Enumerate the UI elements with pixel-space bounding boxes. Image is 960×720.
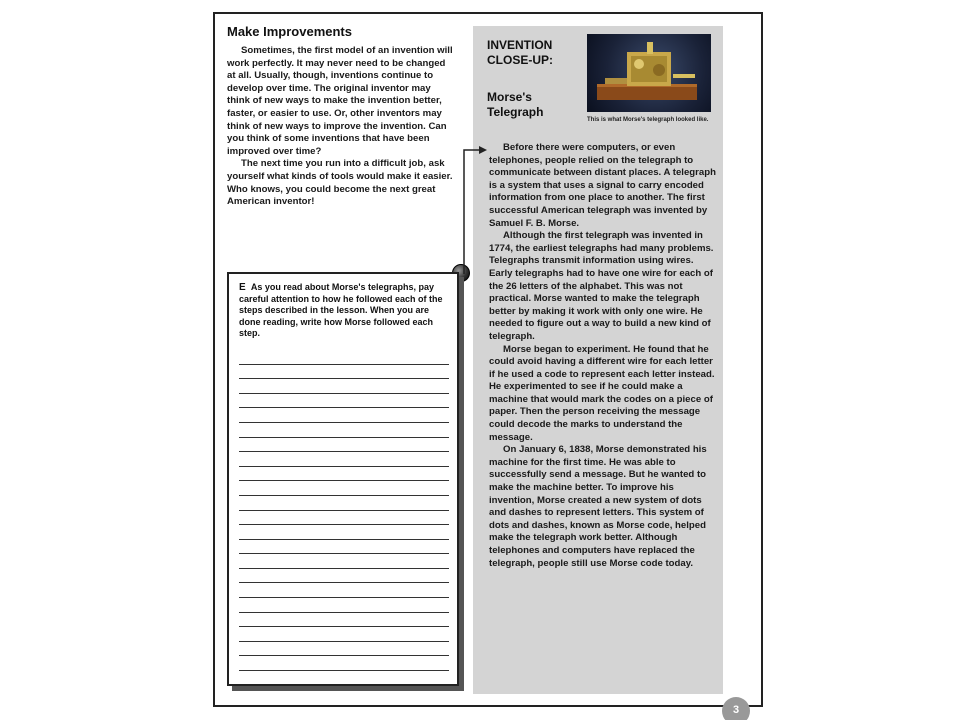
answer-line[interactable] (239, 496, 449, 511)
answer-line[interactable] (239, 598, 449, 613)
answer-line[interactable] (239, 452, 449, 467)
page-number-badge (721, 696, 751, 720)
answer-line[interactable] (239, 394, 449, 409)
answer-line[interactable] (239, 350, 449, 365)
answer-line[interactable] (239, 642, 449, 657)
make-improvements-section (227, 24, 455, 209)
answer-lines[interactable] (239, 350, 449, 671)
answer-line[interactable] (239, 379, 449, 394)
sidebar-title: INVENTION CLOSE-UP: (487, 38, 553, 67)
answer-line[interactable] (239, 583, 449, 598)
sidebar-subtitle: Morse's Telegraph (487, 90, 544, 119)
answer-line[interactable] (239, 438, 449, 453)
answer-line[interactable] (239, 627, 449, 642)
answer-line[interactable] (239, 554, 449, 569)
answer-line[interactable] (239, 423, 449, 438)
answer-line[interactable] (239, 467, 449, 482)
section-body (227, 45, 455, 209)
answer-line[interactable] (239, 365, 449, 380)
paragraph: Morse began to experiment. He found that he could avoid having a different wire for each letter if he used a code to represent each letter instead. He experimented to see if he could make a machine that would mark the codes on a piece of paper. Then the person receiving the message could decode the marks to understand the message. (489, 343, 715, 443)
activity-prompt-text: As you read about Morse's telegraphs, pay careful attention to how he followed each of the steps described in the lesson. When you are done reading, write how Morse followed each step. (239, 282, 443, 339)
answer-line[interactable] (239, 656, 449, 671)
answer-line[interactable] (239, 511, 449, 526)
answer-line[interactable] (239, 613, 449, 628)
activity-letter: E (239, 282, 246, 293)
paragraph: The next time you run into a difficult job, ask yourself what kinds of tools would make it easier. Who knows, you could become the next great American inventor! (227, 158, 453, 208)
sidebar-body (489, 142, 717, 570)
answer-line[interactable] (239, 481, 449, 496)
paragraph: On January 6, 1838, Morse demonstrated his machine for the first time. He was able to successfully send a message. But he wanted to make the machine better. To improve his invention, Morse created a new system of dots and dashes to represent letters. This system of dots and dashes, known as Morse code, helped make the telegraph work better. Although telephones and computers have replaced the telegraph, people still use Morse code today. (489, 444, 707, 569)
worksheet-page (213, 12, 763, 707)
answer-line[interactable] (239, 525, 449, 540)
paragraph: Sometimes, the first model of an invention will work perfectly. It may never need to be changed at all. Usually, though, inventions continue to develop over time. The original inventor may think of new ways to make the invention better, faster, or easier to use. Or, other inventors may think of new ways to improve the invention. Can you think of some inventions that have been improved over time? (227, 45, 453, 157)
telegraph-photo (587, 34, 711, 112)
connector-arrow-icon (461, 146, 487, 276)
invention-closeup-sidebar (473, 26, 723, 694)
answer-line[interactable] (239, 408, 449, 423)
photo-caption: This is what Morse's telegraph looked like. (587, 117, 709, 123)
activity-box (227, 272, 459, 686)
answer-line[interactable] (239, 540, 449, 555)
paragraph: Although the first telegraph was invented in 1774, the earliest telegraphs had many problems. Telegraphs transmit information using wires. Early telegraphs had to have one wire for each of the 26 letters of the alphabet. This was not practical. Morse wanted to make the telegraph better by making it work with only one wire. He needed to figure out a way to build a new kind of telegraph. (489, 230, 714, 342)
answer-line[interactable] (239, 569, 449, 584)
activity-prompt (239, 282, 449, 340)
section-title: Make Improvements (227, 24, 352, 39)
paragraph: Before there were computers, or even telephones, people relied on the telegraph to communicate between distant places. A telegraph is a system that uses a signal to carry encoded information from one place to another. The first successful American telegraph was invented by Samuel F. B. Morse. (489, 142, 716, 229)
page-number: 3 (732, 704, 740, 716)
